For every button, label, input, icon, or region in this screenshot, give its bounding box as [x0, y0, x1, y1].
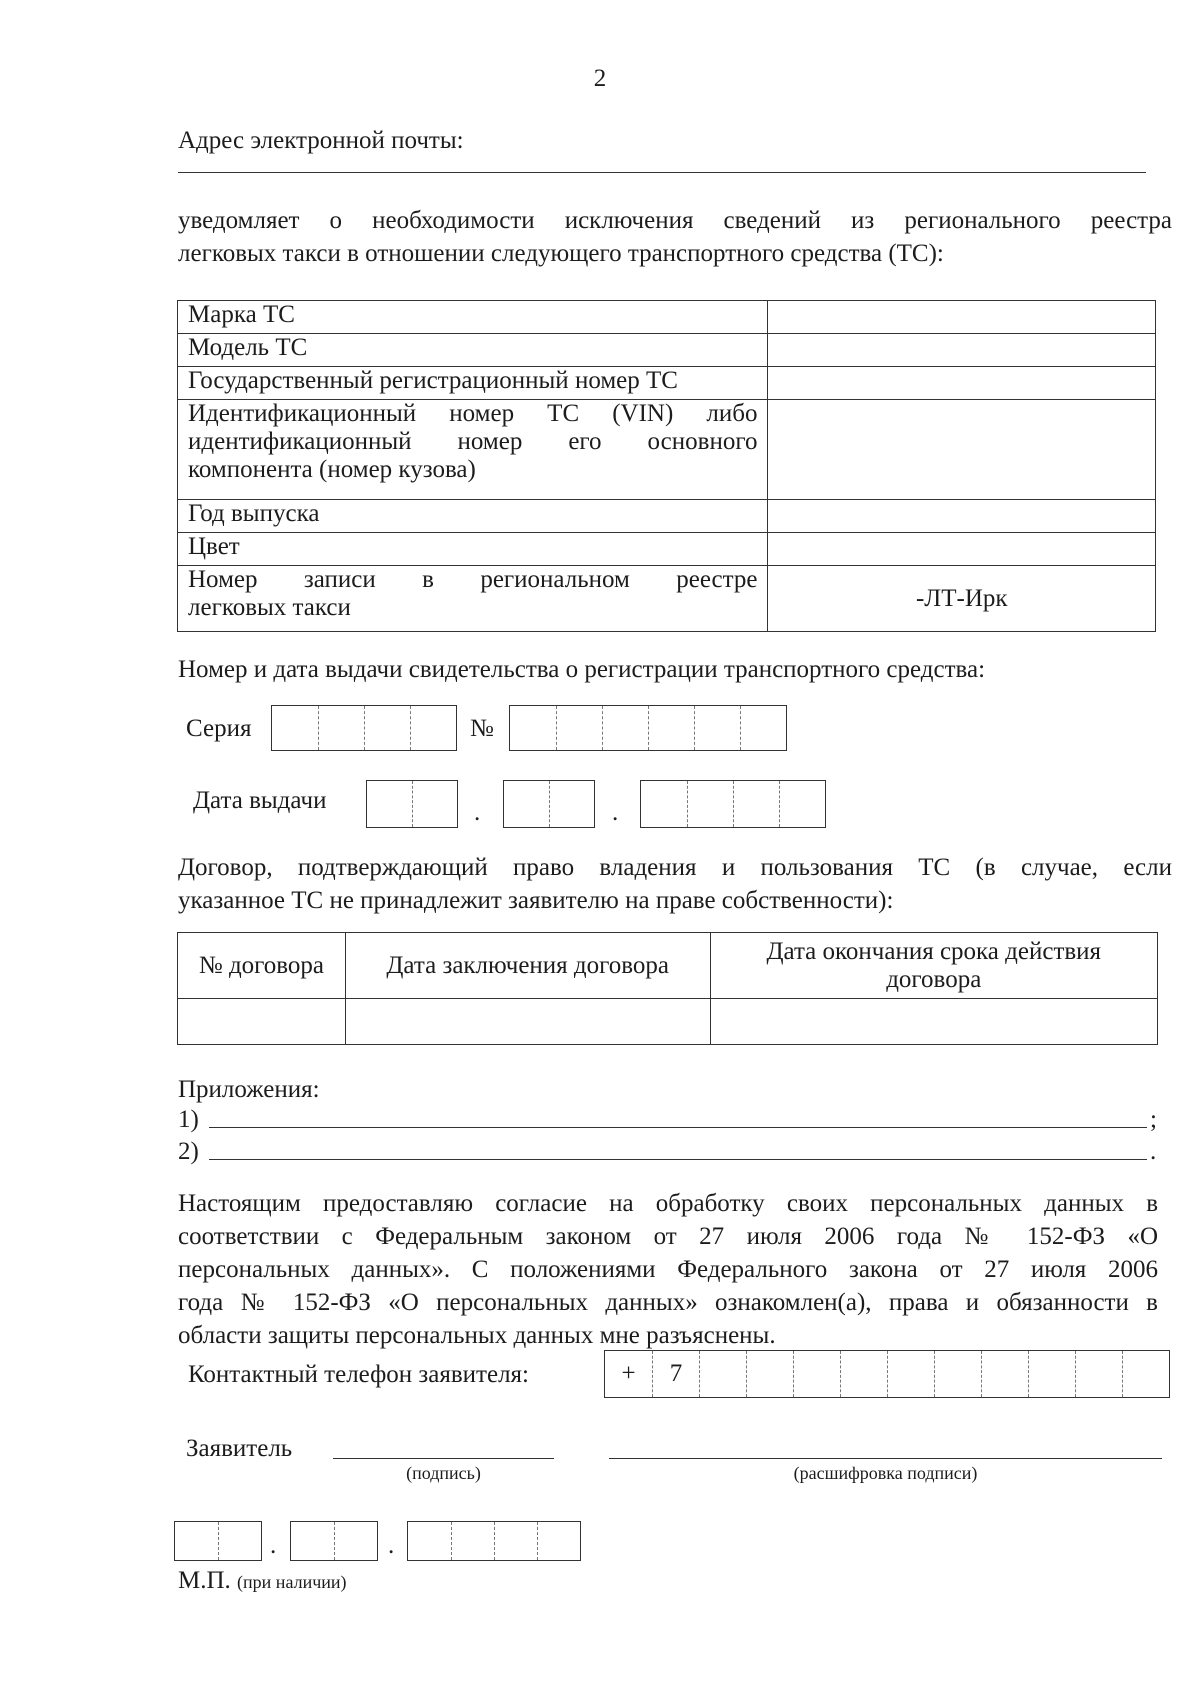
end-date-header-line-1: Дата окончания срока действия — [766, 937, 1102, 965]
certificate-heading: Номер и дата выдачи свидетельства о регистрации транспортного средства: — [178, 656, 986, 683]
phone-plus: + — [621, 1360, 636, 1387]
vehicle-make-label: Марка ТС — [178, 301, 768, 334]
vin-label-line-1: Идентификационный номер ТС (VIN) либо — [188, 400, 758, 427]
sign-month-boxes[interactable] — [290, 1521, 378, 1561]
contract-heading-line-1: Договор, подтверждающий право владения и пользования ТС (в случае, если — [178, 854, 1172, 881]
sign-year-boxes[interactable] — [407, 1521, 581, 1561]
email-input-line[interactable] — [178, 172, 1146, 173]
contract-number-cell[interactable] — [178, 999, 346, 1045]
applicant-label: Заявитель — [186, 1435, 293, 1462]
table-row — [178, 533, 1156, 566]
consent-line-1: Настоящим предоставляю согласие на обработку своих персональных данных в — [178, 1190, 1158, 1217]
vehicle-color-value[interactable] — [768, 533, 1156, 566]
contract-date-cell[interactable] — [345, 999, 710, 1045]
registry-record-label — [178, 566, 768, 632]
contract-heading-line-2: указанное ТС не принадлежит заявителю на праве собственности): — [178, 887, 894, 914]
date-separator: . — [270, 1532, 277, 1559]
contract-end-date-header — [710, 933, 1158, 999]
stamp-note: (при наличии) — [237, 1572, 347, 1592]
attachment-1-number: 1) — [178, 1106, 199, 1133]
stamp-label — [178, 1564, 347, 1599]
date-separator: . — [612, 799, 619, 826]
vehicle-plate-label: Государственный регистрационный номер ТС — [178, 367, 768, 400]
decoding-caption: (расшифровка подписи) — [793, 1463, 978, 1483]
table-row — [178, 566, 1156, 632]
signature-decoding-line[interactable] — [609, 1458, 1162, 1459]
contract-number-header: № договора — [178, 933, 346, 999]
vehicle-vin-label — [178, 400, 768, 500]
vehicle-plate-value[interactable] — [768, 367, 1156, 400]
vehicle-make-value[interactable] — [768, 301, 1156, 334]
consent-line-3: персональных данных». С положениями Федерального закона от 27 июля 2006 — [178, 1256, 1158, 1283]
phone-label: Контактный телефон заявителя: — [188, 1361, 530, 1388]
table-row — [178, 500, 1156, 533]
page-number: 2 — [593, 65, 607, 92]
notice-line-1: уведомляет о необходимости исключения сведений из регионального реестра — [178, 207, 1172, 234]
table-row — [178, 334, 1156, 367]
contract-table — [177, 932, 1158, 1045]
registry-label-line-1: Номер записи в региональном реестре — [188, 566, 758, 593]
signature-line[interactable] — [333, 1458, 554, 1459]
notice-line-2: легковых такси в отношении следующего транспортного средства (ТС): — [178, 240, 944, 267]
issue-year-boxes[interactable] — [640, 780, 826, 828]
number-boxes[interactable] — [509, 705, 787, 751]
email-label: Адрес электронной почты: — [178, 127, 464, 154]
registry-label-line-2: легковых такси — [188, 594, 351, 621]
contract-date-header: Дата заключения договора — [345, 933, 710, 999]
vehicle-table — [177, 300, 1156, 632]
contract-end-date-cell[interactable] — [710, 999, 1158, 1045]
attachment-1-line[interactable] — [209, 1127, 1147, 1128]
attachment-1-end: ; — [1150, 1106, 1157, 1133]
table-row — [178, 301, 1156, 334]
vin-label-line-2: идентификационный номер его основного — [188, 428, 758, 455]
phone-boxes[interactable] — [604, 1350, 1170, 1398]
number-sign-label: № — [470, 715, 494, 742]
date-separator: . — [388, 1532, 395, 1559]
table-row — [178, 367, 1156, 400]
series-boxes[interactable] — [271, 705, 457, 751]
registry-record-value[interactable]: -ЛТ-Ирк — [768, 566, 1156, 632]
attachment-2-end: . — [1150, 1138, 1157, 1165]
attachment-2-line[interactable] — [209, 1159, 1147, 1160]
vehicle-vin-value[interactable] — [768, 400, 1156, 500]
table-row — [178, 999, 1158, 1045]
phone-country-code: 7 — [652, 1351, 699, 1397]
vehicle-model-value[interactable] — [768, 334, 1156, 367]
stamp-abbreviation: М.П. — [178, 1567, 231, 1594]
signature-caption: (подпись) — [406, 1463, 481, 1483]
consent-line-2: соответствии с Федеральным законом от 27 июля 2006 года № 152-ФЗ «О — [178, 1223, 1158, 1250]
series-label: Серия — [186, 715, 252, 742]
consent-line-4: года № 152-ФЗ «О персональных данных» ознакомлен(а), права и обязанности в — [178, 1289, 1158, 1316]
issue-day-boxes[interactable] — [366, 780, 458, 828]
issue-month-boxes[interactable] — [503, 780, 595, 828]
consent-line-5: области защиты персональных данных мне разъяснены. — [178, 1322, 776, 1349]
date-separator: . — [474, 799, 481, 826]
attachment-2-number: 2) — [178, 1138, 199, 1165]
attachments-heading: Приложения: — [178, 1076, 320, 1103]
table-row — [178, 933, 1158, 999]
vehicle-model-label: Модель ТС — [178, 334, 768, 367]
vin-label-line-3: компонента (номер кузова) — [188, 456, 476, 483]
vehicle-year-label: Год выпуска — [178, 500, 768, 533]
end-date-header-line-2: договора — [886, 965, 982, 993]
vehicle-color-label: Цвет — [178, 533, 768, 566]
issue-date-label: Дата выдачи — [193, 787, 327, 814]
table-row — [178, 400, 1156, 500]
vehicle-year-value[interactable] — [768, 500, 1156, 533]
sign-day-boxes[interactable] — [174, 1521, 262, 1561]
